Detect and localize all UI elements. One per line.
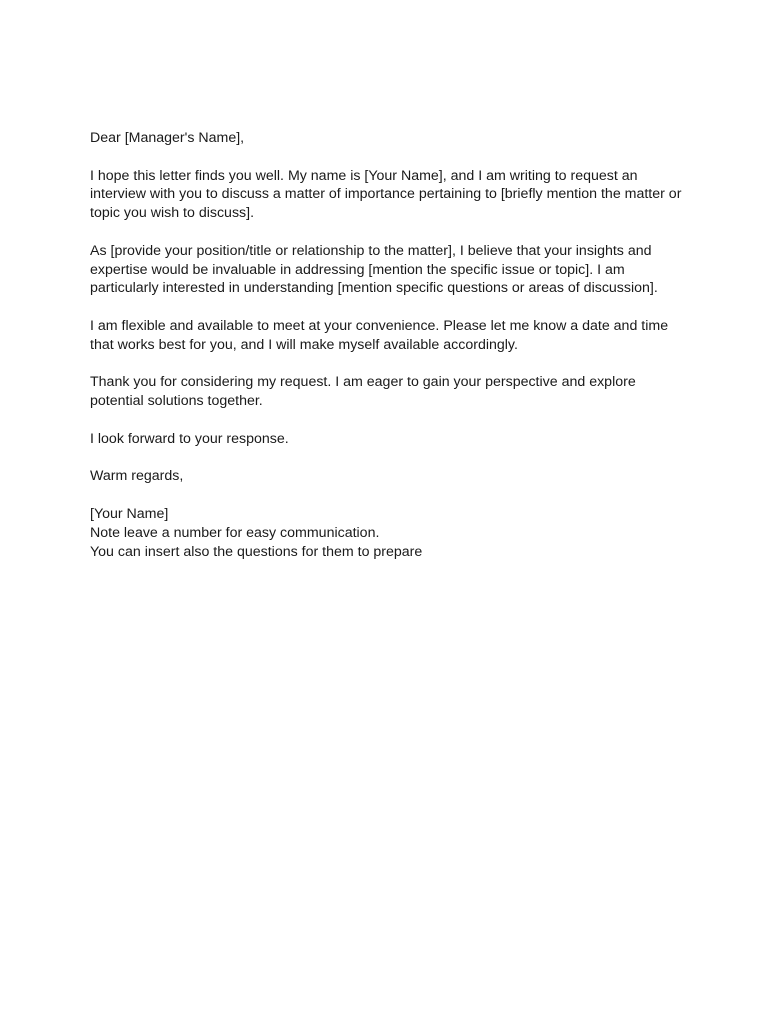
letter-greeting: Dear [Manager's Name], [90, 130, 245, 146]
letter-note-2: You can insert also the questions for them to prepare [90, 543, 423, 560]
letter-paragraph-1: I hope this letter finds you well. My name is [Your Name], and I am writing to request an interview with you to discuss a matter of importance pertaining to [briefly mention the matter or topic you wish to discuss]. [90, 167, 682, 222]
letter-closing: Warm regards, [90, 468, 184, 485]
letter-signature: [Your Name] [90, 505, 169, 522]
letter-paragraph-2: As [provide your position/title or relationship to the matter], I believe that your insights and expertise would be invaluable in addressing [mention the specific issue or topic]. I am particularly interested in understanding [mention specific questions or areas of discussion]. [90, 242, 658, 297]
letter-paragraph-4: Thank you for considering my request. I am eager to gain your perspective and explore potential solutions together. [90, 374, 636, 410]
letter-paragraph-5: I look forward to your response. [90, 430, 289, 447]
signature-block [90, 505, 690, 561]
letter-paragraph-3: I am flexible and available to meet at your convenience. Please let me know a date and time that works best for you, and I will make myself available accordingly. [90, 317, 669, 353]
letter-body [90, 129, 690, 561]
letter-note-1: Note leave a number for easy communication. [90, 524, 380, 541]
